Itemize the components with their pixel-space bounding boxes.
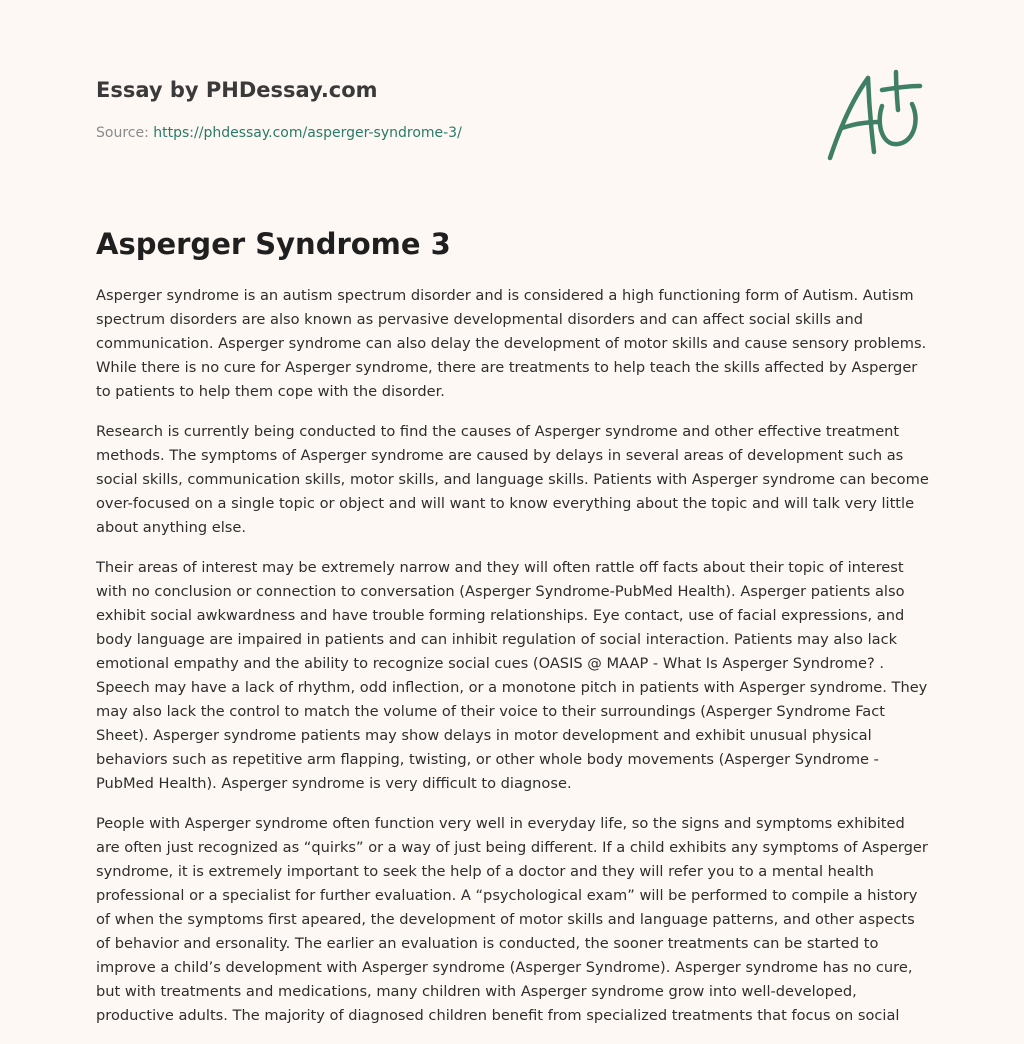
essay-paragraph: Research is currently being conducted to find the causes of Asperger syndrome and other effective treatment methods. The symptoms of Asperger syndrome are caused by delays in several areas of development such as social skills, communication skills, motor skills, and language skills. Patients with Asperger syndrome can become over-focused on a single topic or object and will want to know everything about the topic and will talk very little about anything else.: [96, 423, 929, 536]
essay-paragraph: Asperger syndrome is an autism spectrum disorder and is considered a high functioning form of Autism. Autism spectrum disorders are also known as pervasive developmental disorders and can affect social skills and communication. Asperger syndrome can also delay the development of motor skills and cause sensory problems. While there is no cure for Asperger syndrome, there are treatments to help teach the skills affected by Asperger to patients to help them cope with the disorder.: [96, 287, 927, 400]
essay-body: [96, 284, 932, 1044]
site-title: Essay by PHDessay.com: [96, 78, 378, 102]
source-label: Source:: [96, 125, 149, 141]
essay-paragraph: People with Asperger syndrome often function very well in everyday life, so the signs and symptoms exhibited are often just recognized as “quirks” or a way of just being different. If a child exhibits any symptoms of Asperger syndrome, it is extremely important to seek the help of a doctor and they will refer you to a mental health professional or a specialist for further evaluation. A “psychological exam” will be performed to compile a history of when the symptoms first apeared, the development of motor skills and language patterns, and other aspects of behavior and ersonality. The earlier an evaluation is conducted, the sooner treatments can be started to improve a child’s development with Asperger syndrome (Asperger Syndrome). Asperger syndrome has no cure, but with treatments and medications, many children with Asperger syndrome grow into well-developed, productive adults. The majority of diagnosed children benefit from specialized treatments that focus on social: [96, 815, 928, 1024]
a-plus-logo-icon: [820, 66, 930, 166]
essay-title: Asperger Syndrome 3: [96, 227, 451, 261]
essay-paragraph: Their areas of interest may be extremely narrow and they will often rattle off facts about their topic of interest with no conclusion or connection to conversation (Asperger Syndrome-PubMed Health). Asperger patients also exhibit social awkwardness and have trouble forming relationships. Eye contact, use of facial expressions, and body language are impaired in patients and can inhibit regulation of social interaction. Patients may also lack emotional empathy and the ability to recognize social cues (OASIS @ MAAP - What Is Asperger Syndrome? . Speech may have a lack of rhythm, odd inflection, or a monotone pitch in patients with Asperger syndrome. They may also lack the control to match the volume of their voice to their surroundings (Asperger Syndrome Fact Sheet). Asperger syndrome patients may show delays in motor development and exhibit unusual physical behaviors such as repetitive arm flapping, twisting, or other whole body movements (Asperger Syndrome - PubMed Health). Asperger syndrome is very difficult to diagnose.: [96, 559, 928, 792]
source-link[interactable]: https://phdessay.com/asperger-syndrome-3/: [153, 125, 462, 141]
source-line: [96, 123, 462, 143]
page-header: [96, 76, 378, 104]
